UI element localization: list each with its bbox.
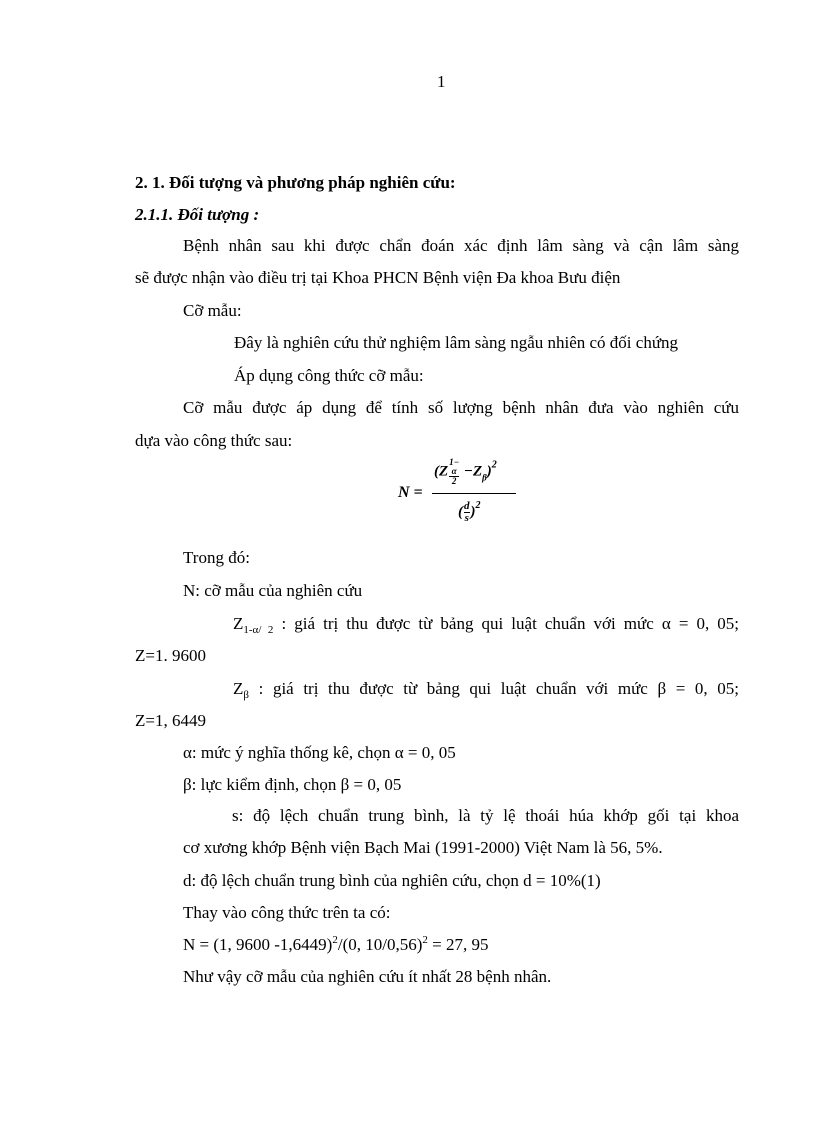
z-beta-definition: $Z_\beta$ : giá trị thu được từ bảng qui luật chuẩn với mức β = 0, 05; [233, 679, 739, 701]
page-number: 1 [437, 72, 446, 91]
formula-fraction-bar [432, 493, 516, 494]
paragraph-2-line-2: dựa vào công thức sau: [135, 431, 293, 450]
paragraph-2-line-1: Cỡ mẫu được áp dụng để tính số lượng bệnh nhân đưa vào nghiên cứu [183, 398, 739, 417]
formula-ds-fraction: $\frac{d}{s}$ [464, 500, 470, 525]
study-type-text: Đây là nghiên cứu thử nghiệm lâm sàng ngẫu nhiên có đối chứng [234, 333, 679, 352]
where-label: Trong đó: [183, 548, 250, 567]
conclusion-text: Như vậy cỡ mẫu của nghiên cứu ít nhất 28 bệnh nhân. [183, 967, 552, 986]
z-beta-value: Z=1, 6449 [135, 711, 206, 730]
formula-numerator: (Z 1− α 2 $-Z_\beta)^2$ [434, 457, 497, 486]
sample-size-label: Cỡ mẫu: [183, 301, 242, 320]
d-definition: d: độ lệch chuẩn trung bình của nghiên cứu, chọn d = 10%(1) [183, 871, 601, 890]
sample-size-formula [398, 456, 522, 536]
formula-lhs: N = [398, 484, 423, 501]
s-definition-line-1: s: độ lệch chuẩn trung bình, là tỷ lệ thoái húa khớp gối tại khoa [232, 806, 739, 825]
z-alpha-value: Z=1. 9600 [135, 646, 206, 665]
z-alpha-definition: $Z_{1-\alpha/ 2}$ : giá trị thu được từ bảng qui luật chuẩn với mức α = 0, 05; [233, 614, 740, 636]
formula-denominator: ( $\frac{d}{s}$ )$^2$ [458, 500, 481, 525]
formula-alpha-fraction: 1− α 2 [449, 457, 460, 486]
beta-definition: β: lực kiểm định, chọn β = 0, 05 [183, 775, 402, 794]
s-definition-line-2: cơ xương khớp Bệnh viện Bạch Mai (1991-2000) Việt Nam là 56, 5%. [183, 838, 663, 857]
alpha-definition: α: mức ý nghĩa thống kê, chọn α = 0, 05 [183, 743, 456, 762]
apply-formula-text: Áp dụng công thức cỡ mẫu: [234, 366, 424, 385]
paragraph-1-line-1: Bệnh nhân sau khi được chẩn đoán xác định lâm sàng và cận lâm sàng [183, 236, 739, 255]
substitution-intro: Thay vào công thức trên ta có: [183, 903, 391, 922]
n-definition: N: cỡ mẫu của nghiên cứu [183, 581, 363, 600]
substitution-expression: N = (1, 9600 -1,6449)$^2$/(0, 10/0,56)$^2$ = 27, 95 [183, 934, 489, 954]
subsection-heading: 2.1.1. Đối tượng : [135, 205, 260, 224]
paragraph-1-line-2: sẽ được nhận vào điều trị tại Khoa PHCN Bệnh viện Đa khoa Bưu điện [135, 268, 621, 287]
section-heading: 2. 1. Đối tượng và phương pháp nghiên cứu: [135, 173, 456, 192]
